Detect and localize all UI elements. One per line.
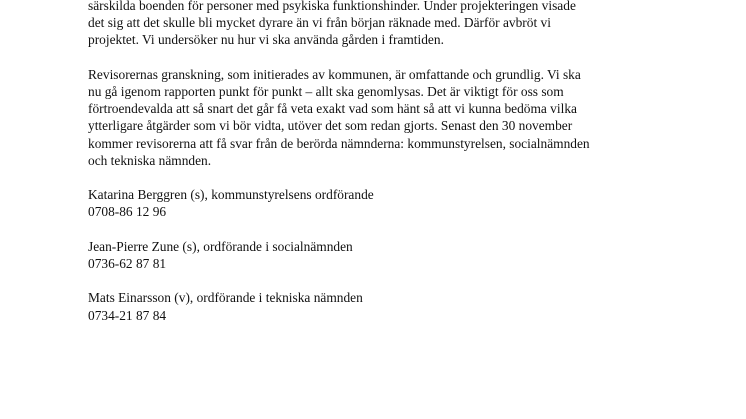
contact-block (88, 186, 668, 220)
text-line: nu gå igenom rapporten punkt för punkt – allt ska genomlysas. Det är viktigt för oss som (88, 84, 564, 99)
text-line: och tekniska nämnden. (88, 152, 212, 168)
contact-phone: 0734-21 87 84 (88, 307, 167, 323)
text-line: ytterligare åtgärder som vi bör vidta, utöver det som redan gjorts. Senast den 30 november (88, 118, 573, 134)
contact-name: Jean-Pierre Zune (s), ordförande i socialnämnden (88, 238, 353, 254)
paragraph-audit (88, 66, 668, 169)
paragraph-project (88, 0, 668, 49)
text-line: det sig att det skulle bli mycket dyrare än vi från början räknade med. Därför avbröt vi (88, 15, 551, 31)
contact-block (88, 289, 668, 323)
text-line: särskilda boenden för personer med psykiska funktionshinder. Under projekteringen visade (88, 0, 576, 13)
document-page (88, 0, 668, 341)
text-line: kommer revisorerna att få svar från de berörda nämnderna: kommunstyrelsen, socialnämnden (88, 135, 590, 151)
contact-block (88, 238, 668, 272)
contact-phone: 0708-86 12 96 (88, 204, 167, 220)
contact-phone: 0736-62 87 81 (88, 256, 167, 271)
text-line: projektet. Vi undersöker nu hur vi ska använda gården i framtiden. (88, 32, 444, 48)
text-line: Revisorernas granskning, som initierades av kommunen, är omfattande och grundlig. Vi ska (88, 66, 581, 82)
text-line: förtroendevalda att så snart det går få veta exakt vad som hänt så att vi kunna bedöma vilka (88, 101, 577, 117)
contact-name: Mats Einarsson (v), ordförande i tekniska nämnden (88, 290, 363, 306)
contact-name: Katarina Berggren (s), kommunstyrelsens ordförande (88, 187, 374, 203)
